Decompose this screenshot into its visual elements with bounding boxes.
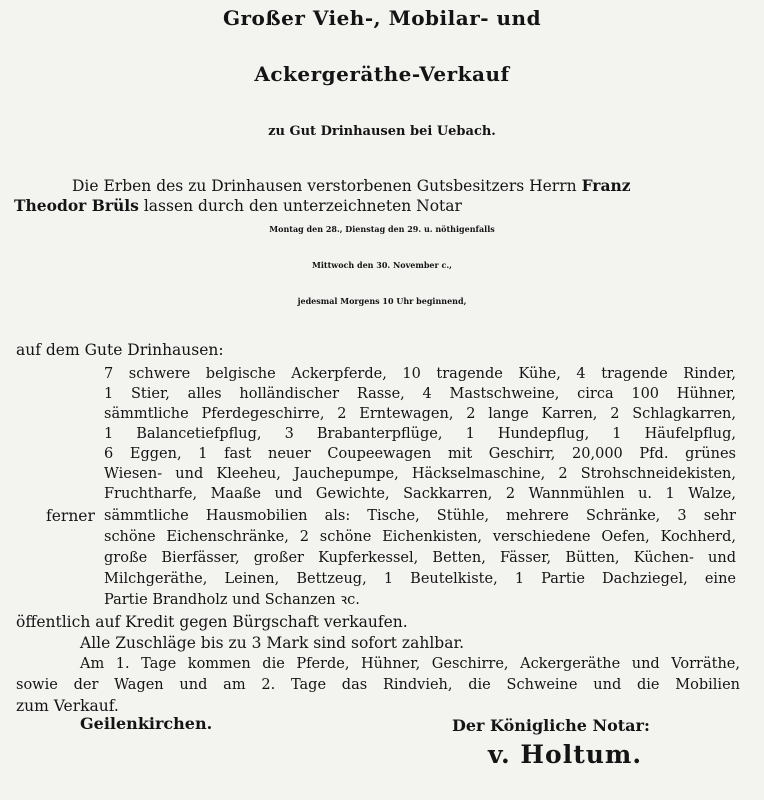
terms-line-3: Am 1. Tage kommen die Pferde, Hühner, Geschirre, Ackergeräthe und Vorräthe, [80, 656, 740, 672]
dates-line-3: jedesmal Morgens 10 Uhr beginnend, [297, 296, 467, 306]
household-line-3: große Bierfässer, großer Kupferkessel, Betten, Fässer, Bütten, Küchen- und [104, 550, 736, 566]
location-line: auf dem Gute Drinhausen: [16, 341, 224, 359]
headline-line-1: Großer Vieh-, Mobilar- und [222, 6, 542, 30]
intro-line-1 [72, 176, 740, 196]
items-line-3: sämmtliche Pferdegeschirre, 2 Erntewagen, 2 lange Karren, 2 Schlagkarren, [104, 406, 736, 422]
ferner-label: ferner [46, 507, 95, 525]
items-line-2: 1 Stier, alles holländischer Rasse, 4 Mastschweine, circa 100 Hühner, [104, 386, 736, 402]
household-line-1: sämmtliche Hausmobilien als: Tische, Stühle, mehrere Schränke, 3 sehr [104, 508, 736, 524]
footer-place: Geilenkirchen. [80, 714, 213, 733]
dates-line-1: Montag den 28., Dienstag den 29. u. nöthigenfalls [269, 224, 495, 234]
items-line-5: 6 Eggen, 1 fast neuer Coupeewagen mit Geschirr, 20,000 Pfd. grünes [104, 446, 736, 462]
intro-name-first: Franz [581, 176, 631, 195]
household-line-2: schöne Eichenschränke, 2 schöne Eichenkisten, verschiedene Oefen, Kochherd, [104, 529, 736, 545]
footer-notary-title: Der Königliche Notar: [452, 716, 650, 735]
items-line-1: 7 schwere belgische Ackerpferde, 10 tragende Kühe, 4 tragende Rinder, [104, 366, 736, 382]
terms-line-5: zum Verkauf. [16, 697, 119, 715]
household-line-5: Partie Brandholz und Schanzen ꝛc. [104, 592, 360, 608]
items-line-7: Fruchtharfe, Maaße und Gewichte, Sackkarren, 2 Wannmühlen u. 1 Walze, [104, 486, 736, 502]
intro-text: Die Erben des zu Drinhausen verstorbenen Gutsbesitzers Herrn [72, 177, 577, 195]
dates-line-2: Mittwoch den 30. November c., [312, 260, 452, 270]
footer-notary-name: v. Holtum. [488, 740, 643, 769]
items-line-4: 1 Balancetiefpflug, 3 Brabanterpflüge, 1 Hundepflug, 1 Häufelpflug, [104, 426, 736, 442]
terms-line-1: öffentlich auf Kredit gegen Bürgschaft verkaufen. [16, 613, 408, 631]
items-line-6: Wiesen- und Kleeheu, Jauchepumpe, Häckselmaschine, 2 Strohschneidekisten, [104, 466, 736, 482]
household-line-4: Milchgeräthe, Leinen, Bettzeug, 1 Beutelkiste, 1 Partie Dachziegel, eine [104, 571, 736, 587]
headline-line-2: Ackergeräthe-Verkauf [254, 62, 510, 86]
terms-line-2: Alle Zuschläge bis zu 3 Mark sind sofort zahlbar. [80, 634, 465, 652]
intro-line-2 [14, 196, 564, 216]
intro-name-rest: Theodor Brüls [14, 196, 139, 215]
headline-line-3: zu Gut Drinhausen bei Uebach. [268, 124, 496, 139]
terms-line-4: sowie der Wagen und am 2. Tage das Rindvieh, die Schweine und die Mobilien [16, 677, 740, 693]
intro-line-2-text: lassen durch den unterzeichneten Notar [143, 197, 462, 215]
